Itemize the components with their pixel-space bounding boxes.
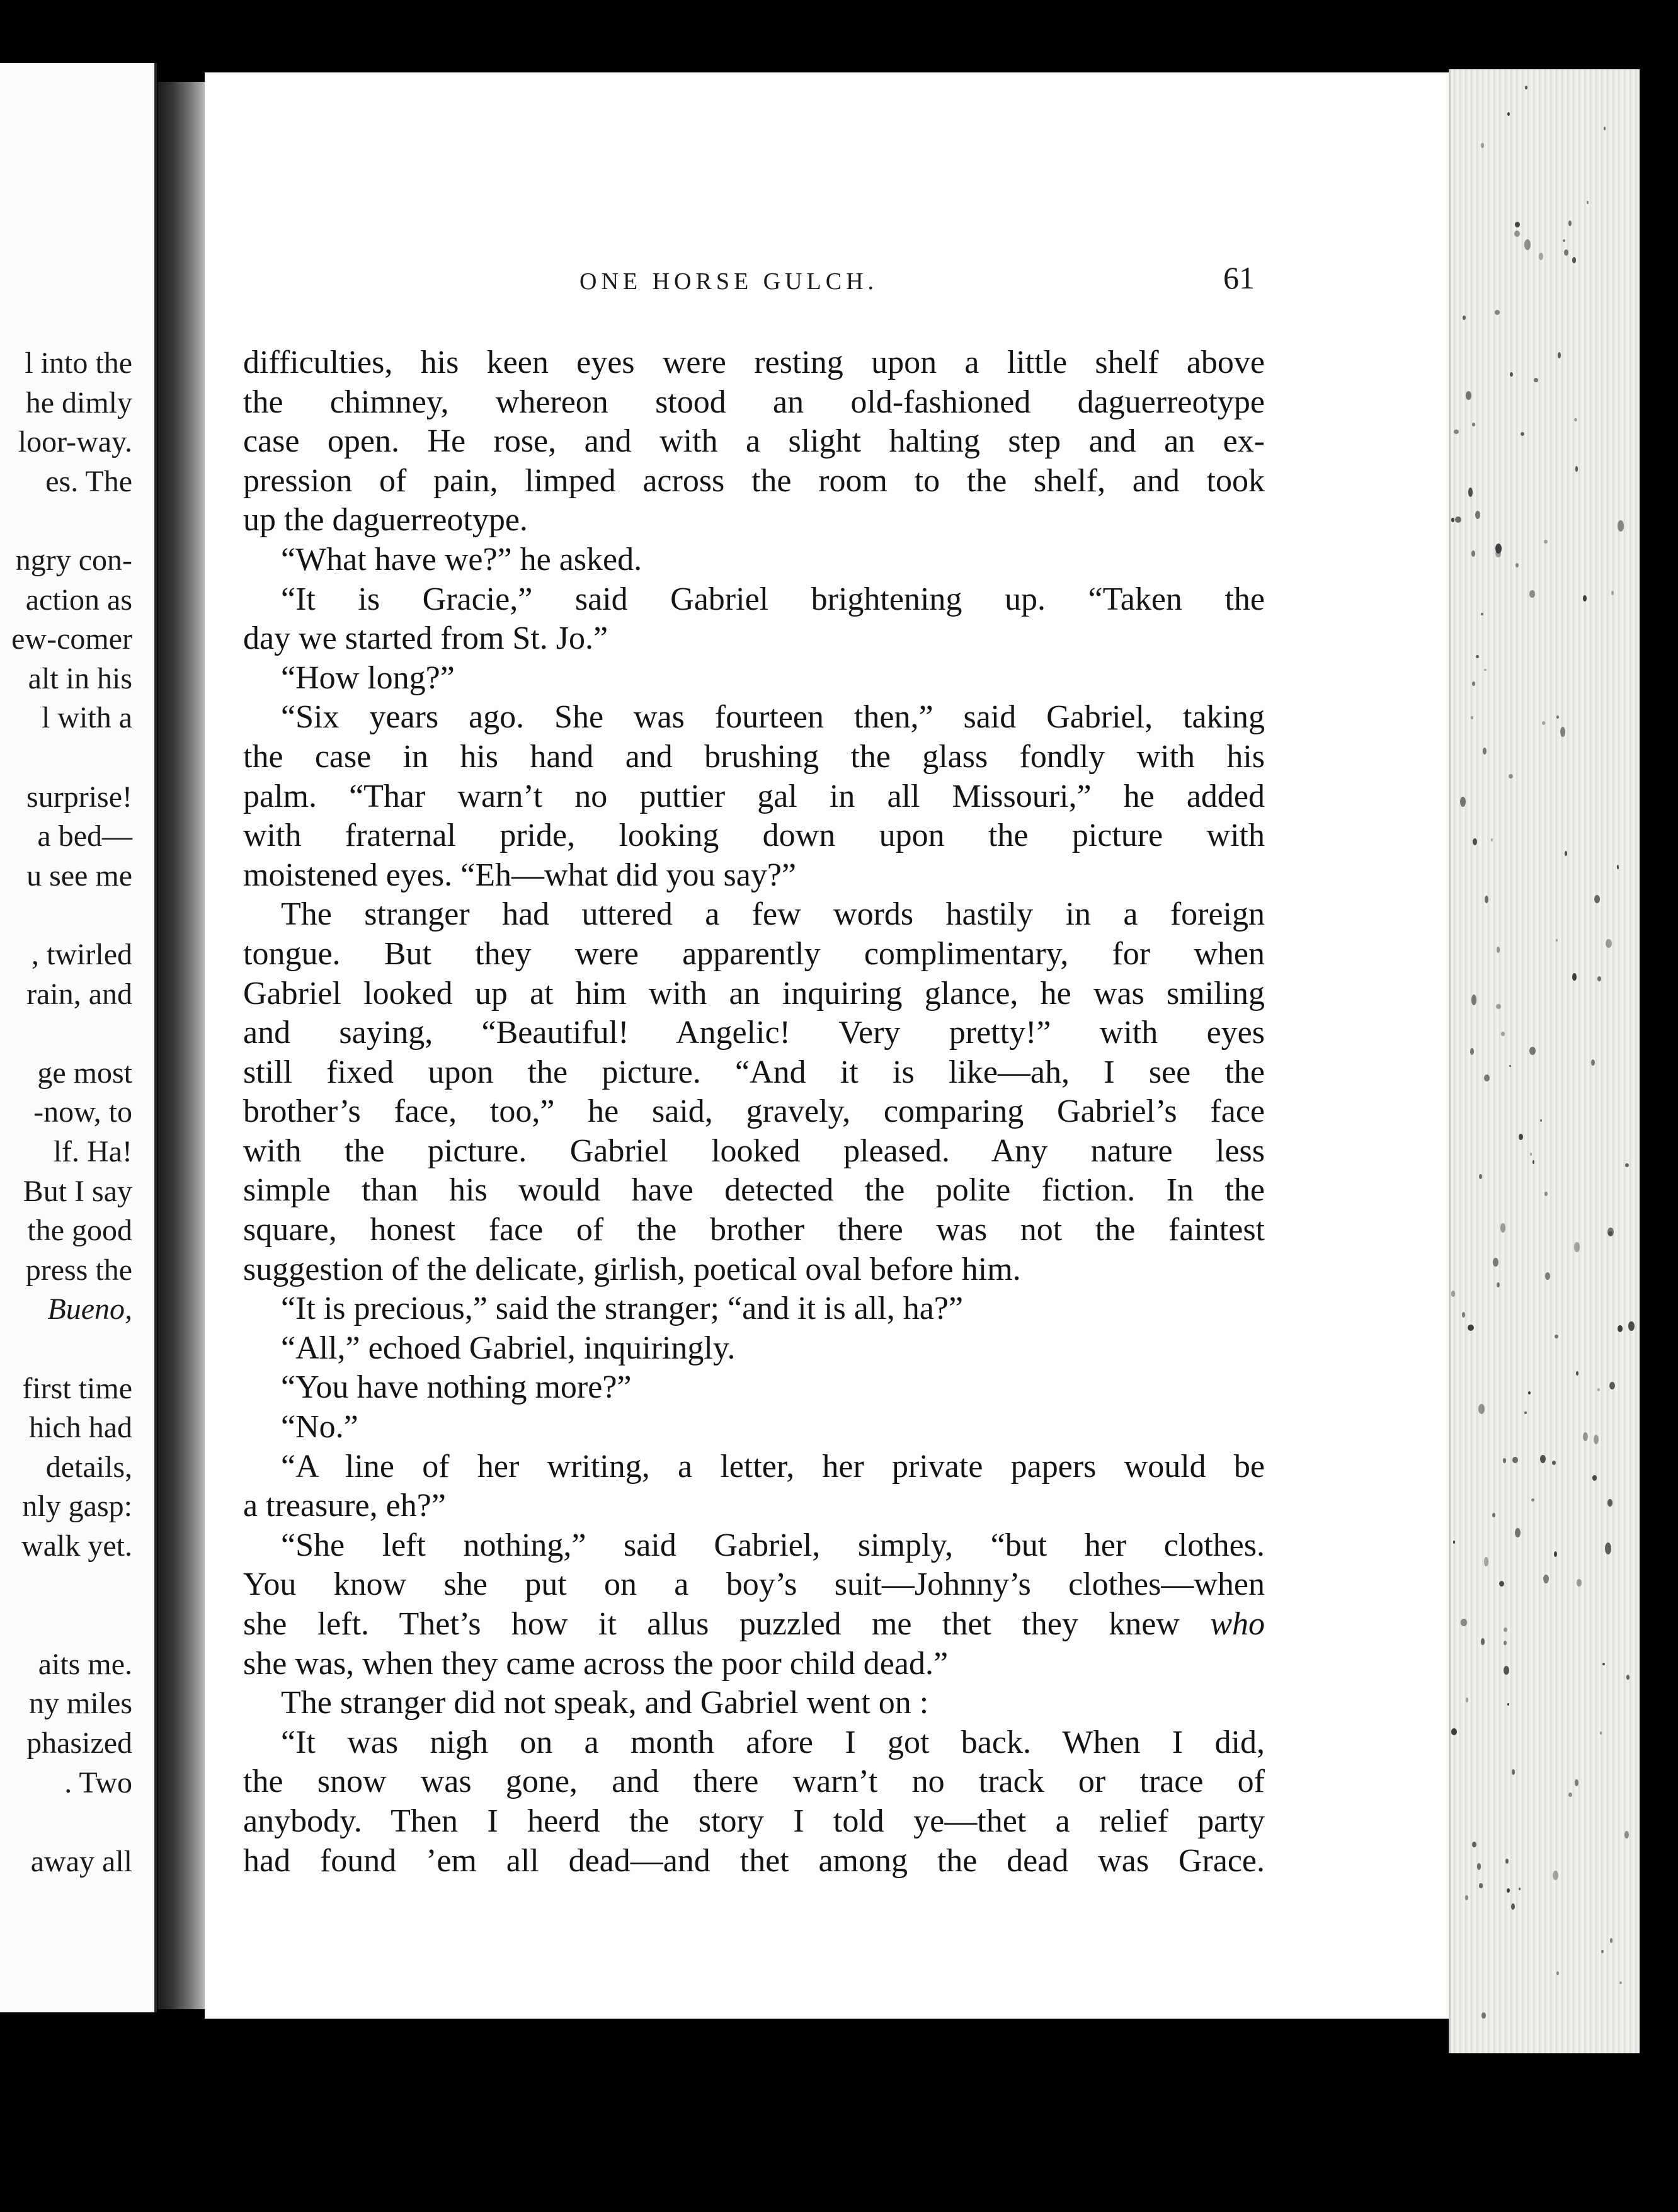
- text-line: she was, when they came across the poor child dead.”: [243, 1645, 949, 1682]
- paper-speck: [1507, 1888, 1510, 1893]
- left-page-text-fragment: surprise!: [26, 780, 132, 814]
- paper-speck: [1515, 1528, 1521, 1537]
- paper-speck: [1553, 1871, 1558, 1881]
- left-page-text-fragment: phasized: [26, 1726, 132, 1760]
- paper-speck: [1524, 239, 1531, 250]
- left-page-text-fragment: press the: [25, 1253, 132, 1287]
- paper-speck: [1475, 511, 1480, 520]
- paper-speck: [1609, 1382, 1616, 1390]
- paper-speck: [1503, 1458, 1505, 1463]
- paper-speck: [1529, 590, 1535, 598]
- left-page-text-fragment: away all: [30, 1844, 132, 1878]
- paper-speck: [1574, 1242, 1580, 1251]
- paper-speck: [1587, 201, 1589, 204]
- text-line: the chimney, whereon stood an old-fashioned daguerreotype: [243, 384, 1265, 420]
- paper-speck: [1477, 1863, 1481, 1870]
- paper-speck: [1575, 1779, 1578, 1786]
- text-line: “No.”: [281, 1409, 358, 1445]
- paper-speck: [1556, 1971, 1559, 1976]
- text-line: “You have nothing more?”: [281, 1369, 632, 1406]
- paper-speck: [1560, 727, 1565, 737]
- paper-speck: [1466, 391, 1471, 401]
- paper-speck: [1514, 231, 1521, 237]
- text-line: up the daguerreotype.: [243, 502, 528, 539]
- paper-speck: [1453, 1541, 1456, 1543]
- paper-speck: [1531, 1498, 1534, 1502]
- text-line: “It is precious,” said the stranger; “and it is all, ha?”: [281, 1291, 963, 1327]
- text-line: day we started from St. Jo.”: [243, 620, 608, 657]
- paper-speck: [1576, 1371, 1578, 1376]
- text-line: “It was nigh on a month afore I got back. When I did,: [281, 1724, 1265, 1760]
- paper-speck: [1543, 1575, 1549, 1583]
- paper-speck: [1504, 1641, 1506, 1645]
- left-page-text-fragment: es. The: [45, 464, 132, 498]
- paper-speck: [1462, 1312, 1465, 1317]
- paper-speck: [1492, 1513, 1495, 1517]
- left-page-text-fragment: But I say: [23, 1174, 132, 1208]
- paper-speck: [1563, 239, 1565, 242]
- left-page-text-fragment: walk yet.: [21, 1529, 132, 1563]
- text-line: the snow was gone, and there warn’t no track or trace of: [243, 1764, 1265, 1800]
- text-line: The stranger had uttered a few words hastily in a foreign: [281, 896, 1265, 933]
- paper-speck: [1451, 1291, 1455, 1296]
- paper-speck: [1451, 518, 1454, 523]
- paper-speck: [1591, 1059, 1595, 1066]
- left-page-text-fragment: alt in his: [28, 661, 132, 695]
- paper-speck: [1594, 1435, 1599, 1444]
- paper-speck: [1509, 1065, 1511, 1068]
- paper-speck: [1504, 1628, 1507, 1632]
- paper-speck: [1568, 220, 1572, 226]
- paper-speck: [1481, 613, 1483, 616]
- paper-speck: [1628, 1321, 1634, 1331]
- paper-speck: [1558, 352, 1561, 358]
- paper-speck: [1565, 851, 1568, 856]
- text-line: the case in his hand and brushing the glass fondly with his: [243, 738, 1265, 775]
- text-line: You know she put on a boy’s suit—Johnny’s clothes—when: [243, 1566, 1265, 1603]
- paper-speck: [1481, 1638, 1485, 1645]
- paper-speck: [1583, 595, 1587, 601]
- text-line: “She left nothing,” said Gabriel, simply, “but her clothes.: [281, 1527, 1265, 1563]
- paper-speck: [1496, 1004, 1500, 1009]
- paper-speck: [1554, 1551, 1557, 1557]
- text-line: palm. “Thar warn’t no puttier gal in all Missouri,” he added: [243, 778, 1265, 814]
- paper-speck: [1605, 1542, 1611, 1554]
- paper-speck: [1479, 1174, 1482, 1179]
- left-page-text-fragment: -now, to: [33, 1095, 132, 1129]
- paper-speck: [1471, 550, 1475, 557]
- paper-speck: [1499, 1581, 1504, 1587]
- paper-speck: [1610, 1938, 1613, 1943]
- paper-speck: [1519, 1134, 1523, 1140]
- text-line: The stranger did not speak, and Gabriel went on :: [281, 1685, 929, 1721]
- paper-speck: [1510, 372, 1513, 377]
- left-page-text-fragment: ge most: [37, 1056, 132, 1090]
- text-line: suggestion of the delicate, girlish, poetical oval before him.: [243, 1251, 1021, 1287]
- text-line: difficulties, his keen eyes were resting upon a little shelf above: [243, 345, 1265, 380]
- paper-speck: [1511, 1903, 1515, 1910]
- paper-speck: [1504, 1666, 1509, 1675]
- paper-speck: [1617, 865, 1619, 869]
- paper-speck: [1604, 127, 1606, 131]
- paper-speck: [1530, 1153, 1532, 1156]
- paper-speck: [1544, 540, 1548, 544]
- left-page-text-fragment: a bed—: [37, 819, 132, 853]
- paper-speck: [1611, 591, 1614, 595]
- paper-speck: [1532, 1160, 1534, 1164]
- paper-speck: [1555, 1335, 1558, 1339]
- text-line: “How long?”: [281, 659, 455, 696]
- paper-speck: [1618, 1325, 1623, 1331]
- paper-speck: [1625, 1163, 1629, 1168]
- paper-speck: [1478, 1404, 1485, 1414]
- left-page-text-fragment: , twirled: [31, 938, 132, 971]
- paper-speck: [1472, 681, 1475, 686]
- text-line: square, honest face of the brother there was not the faintest: [243, 1212, 1265, 1248]
- paper-speck: [1618, 520, 1624, 532]
- paper-speck: [1451, 1728, 1457, 1735]
- paper-speck: [1577, 1579, 1582, 1587]
- left-page-text-fragment: ny miles: [29, 1687, 132, 1721]
- text-line: with fraternal pride, looking down upon the picture with: [243, 818, 1265, 854]
- paper-speck: [1505, 1859, 1509, 1864]
- paper-speck: [1481, 2012, 1487, 2019]
- text-line: pression of pain, limped across the room to the shelf, and took: [243, 462, 1265, 499]
- paper-speck: [1556, 715, 1559, 719]
- left-page-text-fragment: ew-comer: [11, 622, 132, 656]
- paper-speck: [1484, 669, 1487, 671]
- paper-speck: [1539, 253, 1543, 260]
- paper-speck: [1512, 1769, 1515, 1775]
- paper-speck: [1495, 544, 1502, 554]
- running-head: ONE HORSE GULCH.: [579, 268, 879, 295]
- paper-speck: [1485, 896, 1488, 903]
- left-page-text-fragment: u see me: [26, 858, 132, 892]
- paper-speck: [1461, 1619, 1467, 1627]
- text-line: “What have we?” he asked.: [281, 541, 642, 578]
- text-line: with the picture. Gabriel looked pleased. Any nature less: [243, 1132, 1265, 1169]
- paper-speck: [1484, 1557, 1489, 1566]
- paper-speck: [1465, 1895, 1468, 1900]
- text-line: “A line of her writing, a letter, her private papers would be: [281, 1448, 1265, 1485]
- paper-speck: [1507, 112, 1510, 117]
- paper-speck: [1495, 310, 1500, 315]
- paper-speck: [1472, 1842, 1476, 1848]
- left-page-text-fragment: the good: [27, 1214, 132, 1248]
- text-line: “Six years ago. She was fourteen then,” said Gabriel, taking: [281, 699, 1265, 736]
- left-page-text-fragment: l with a: [42, 701, 132, 735]
- paper-speck: [1544, 1192, 1548, 1195]
- paper-speck: [1607, 1499, 1612, 1506]
- paper-speck: [1497, 947, 1500, 953]
- paper-speck: [1472, 423, 1475, 426]
- paper-speck: [1597, 976, 1601, 981]
- paper-speck: [1476, 655, 1479, 659]
- page-number: 61: [1223, 260, 1255, 295]
- paper-speck: [1481, 143, 1484, 148]
- paper-speck: [1607, 1228, 1614, 1236]
- paper-speck: [1455, 516, 1461, 523]
- left-page-text-fragment: details,: [45, 1450, 132, 1484]
- paper-speck: [1572, 973, 1576, 981]
- paper-speck: [1540, 1455, 1546, 1463]
- paper-speck: [1515, 563, 1519, 567]
- left-page-text-fragment: aits me.: [38, 1647, 132, 1681]
- paper-speck: [1542, 721, 1545, 726]
- text-line: “All,” echoed Gabriel, inquiringly.: [281, 1330, 736, 1366]
- paper-speck: [1575, 466, 1578, 471]
- paper-speck: [1519, 1888, 1521, 1890]
- paper-speck: [1583, 1432, 1588, 1441]
- paper-speck: [1568, 1793, 1572, 1798]
- paper-speck: [1501, 1032, 1505, 1036]
- left-page-text-fragment: l into the: [25, 346, 132, 380]
- book-gutter: [157, 82, 205, 2009]
- left-page-text-fragment: he dimly: [25, 385, 132, 419]
- paper-speck: [1491, 838, 1493, 841]
- text-line: a treasure, eh?”: [243, 1488, 446, 1524]
- text-line: and saying, “Beautiful! Angelic! Very pretty!” with eyes: [243, 1015, 1265, 1051]
- paper-speck: [1540, 1119, 1542, 1122]
- text-line: moistened eyes. “Eh—what did you say?”: [243, 857, 796, 893]
- paper-speck: [1468, 487, 1473, 497]
- paper-speck: [1497, 1282, 1500, 1287]
- paper-speck: [1454, 430, 1459, 435]
- paper-speck: [1552, 1461, 1556, 1465]
- paper-speck: [1515, 222, 1519, 227]
- paper-speck: [1529, 1047, 1536, 1055]
- left-page-text-fragment: hich had: [29, 1411, 132, 1445]
- left-page-text-fragment: action as: [25, 583, 132, 617]
- paper-speck: [1534, 378, 1538, 382]
- left-page-text-fragment: nly gasp:: [22, 1490, 132, 1524]
- left-page-text-fragment: . Two: [64, 1765, 132, 1799]
- paper-speck: [1507, 1703, 1509, 1706]
- paper-speck: [1479, 1883, 1482, 1888]
- text-line: had found ’em all dead—and thet among the dead was Grace.: [243, 1842, 1265, 1879]
- text-line: case open. He rose, and with a slight halting step and an ex-: [243, 423, 1265, 460]
- paper-speck: [1483, 748, 1487, 755]
- left-page-text-fragment: lf. Ha!: [53, 1135, 132, 1168]
- paper-speck: [1521, 432, 1525, 436]
- paper-speck: [1463, 316, 1466, 320]
- paper-speck: [1626, 1675, 1629, 1679]
- paper-speck: [1525, 86, 1527, 89]
- left-page-text-fragment: rain, and: [26, 977, 132, 1011]
- text-line: tongue. But they were apparently complimentary, for when: [243, 935, 1265, 972]
- paper-speck: [1460, 797, 1466, 807]
- body-text: [243, 343, 1265, 1881]
- text-line: anybody. Then I heerd the story I told ye—thet a relief party: [243, 1803, 1265, 1839]
- text-line: simple than his would have detected the polite fiction. In the: [243, 1172, 1265, 1209]
- left-page-text-fragment: Bueno,: [47, 1292, 132, 1326]
- paper-speck: [1601, 1950, 1604, 1954]
- left-facing-page: [0, 63, 157, 2012]
- paper-speck: [1624, 1831, 1629, 1839]
- text-line: brother’s face, too,” he said, gravely, comparing Gabriel’s face: [243, 1093, 1265, 1130]
- paper-speck: [1524, 1411, 1527, 1414]
- paper-speck: [1574, 418, 1577, 422]
- left-page-text-fragment: ngry con-: [15, 544, 132, 577]
- paper-speck: [1500, 1223, 1506, 1233]
- text-line: “It is Gracie,” said Gabriel brightening up. “Taken the: [281, 581, 1265, 617]
- paper-speck: [1556, 939, 1558, 942]
- text-line: still fixed upon the picture. “And it is like—ah, I see the: [243, 1054, 1265, 1090]
- paper-speck: [1484, 1075, 1490, 1081]
- paper-speck: [1471, 716, 1473, 719]
- paper-speck: [1509, 774, 1513, 778]
- paper-speck: [1471, 995, 1477, 1005]
- paper-speck: [1564, 249, 1568, 256]
- paper-speck: [1473, 838, 1477, 845]
- paper-speck: [1470, 1048, 1474, 1056]
- paper-speck: [1528, 1391, 1531, 1394]
- left-page-text-fragment: first time: [22, 1371, 132, 1405]
- paper-speck: [1592, 1475, 1597, 1481]
- text-line: she left. Thet’s how it allus puzzled me thet they knew who: [243, 1606, 1265, 1642]
- paper-speck: [1597, 1388, 1600, 1391]
- paper-speck: [1594, 895, 1600, 904]
- paper-speck: [1606, 939, 1611, 948]
- left-page-text-fragment: loor-way.: [18, 425, 132, 459]
- paper-speck: [1602, 1663, 1605, 1665]
- paper-speck: [1545, 1272, 1550, 1280]
- paper-speck: [1512, 1457, 1517, 1463]
- paper-speck: [1619, 1981, 1622, 1984]
- paper-speck: [1468, 1325, 1474, 1331]
- paper-speck: [1572, 257, 1576, 263]
- paper-speck: [1466, 1697, 1468, 1702]
- paper-speck: [1600, 1731, 1602, 1735]
- page-edges: [1449, 69, 1640, 2053]
- paper-speck: [1493, 1258, 1498, 1267]
- text-line: Gabriel looked up at him with an inquiring glance, he was smiling: [243, 975, 1265, 1012]
